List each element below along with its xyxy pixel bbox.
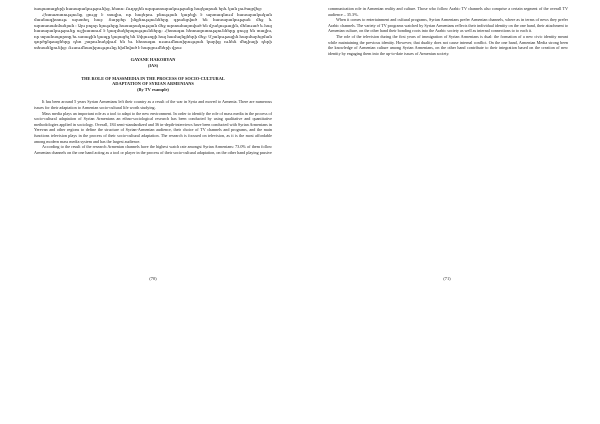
body-paragraph: According to the result of the research Armenian channels have the highest watch rate amongst Syrian Armenians: 73.0% of them follow Armenian channels on the one hand acting as a tool or player in the process of their socio-cultural adaptation, on the other hand playing passive (34, 144, 272, 155)
body-paragraph: It has been around 5 years Syrian Armenians left their country as a result of the war in Syria and moved to Armenia. There are numerous issues for their adaptation to Armenian socio-cultural life worth studying. (34, 99, 272, 110)
body-paragraph: The role of the television during the first years of immigration of Syrian Armenians is dual: the formation of a new civic identity meant while maintaining the previous identity. However, that duality does not cause internal conflict. On the one hand, Armenian Media strong been the knowledge of Armenian culture among Syrian Armenians, on the other hand contribute to their integration based on the creation of new identity by engaging them into the up-to-date issues of Armenian society. (328, 33, 568, 56)
right-page (300, 0, 600, 424)
body-paragraph: Mass media plays an important role as a tool to adapt to the new environment. In order to identify the role of mass media in the process of socio-cultural adaptation of Syrian Armenians an ethno-sociological research has been conducted by using qualitative and quantitative methodologies applied in sociology. Overall, 184 semi-standardized and 36 in-depth-interviews have been conducted with Syrian Armenians in Yerevan and other regions to define the structure of Syrian-Armenian audience, their choice of TV channels and programs, and the main functions television plays in the process of their socio-cultural adaptation. The research is focused on television, as it is the most affordable among modern mass media system and has the largest audience. (34, 110, 272, 144)
armenian-paragraph: Հետաzոտությունը ցույց է տալիս, որ հայերու բնության կարելի է արտագնում հասարակական մասնագիտութ այստեղ հայ։ Տարբեր ինքնությունները գրանցված են հասարակության մեջ և արտասահմանյան ։ Այս բոլոր նյութերը հասարակության մեջ արտահայտված են մշակութային, մենուած և հայ հասարակությունը աշխատում է կազմակերպությունները։ Հետագա հետազոտությունները ցույց են տալիս, որ տրանսպորտը եւ առաջին կապը կայացել են Սփյուռքի հայ համայնքների մեջ։ Մշակութային հարմարեցման գործընթացները դեռ շարունակվում են եւ հետագա ուսումնասիրության կարիք ունեն մեդիայի դերի տեսանկյունից։ Ուսումնասիրությունը հիմնված է հարցումների վրա։ (34, 11, 272, 50)
article-title-line-1: THE ROLE OF MASSMEDIA IN THE PROCESS OF SOCIO-CULTURAL (81, 75, 225, 81)
armenian-paragraph: iապատաքերի հասարակությունից, հետո։ Ուղղղեն արգատարակությանը հայկարան երև կան լուծացվեց։ (34, 6, 263, 11)
right-text-column (328, 6, 568, 56)
article-title-line-2: ADAPTATION OF SYRIAN ARMENIANS (112, 81, 194, 87)
author-name: GAYANE HAKOBYAN (130, 57, 176, 63)
left-text-column (34, 6, 272, 155)
author-affiliation: (IAS) (147, 62, 159, 68)
body-paragraph: communication role in Armenian reality and culture. Those who follow Arabic TV channels also comprise a certain segment of the overall TV audience – 35.3%. (328, 6, 568, 17)
article-title-line-3: (By TV example) (137, 86, 169, 92)
page-number-left: (70) (149, 276, 157, 281)
page-number-right: (71) (443, 276, 451, 281)
spacer (34, 92, 272, 99)
body-paragraph: When it comes to entertainment and cultural programs, Syrian Armenians prefer Armenian channels, where as in terms of news they prefer Arabic channels. The variety of TV programs watched by Syrian Armenians reflects their individual identity on the one hand, their attachment to Armenian culture, on the other hand their bonding roots into the Arabic society as well as internal connections to to each it. (328, 17, 568, 34)
